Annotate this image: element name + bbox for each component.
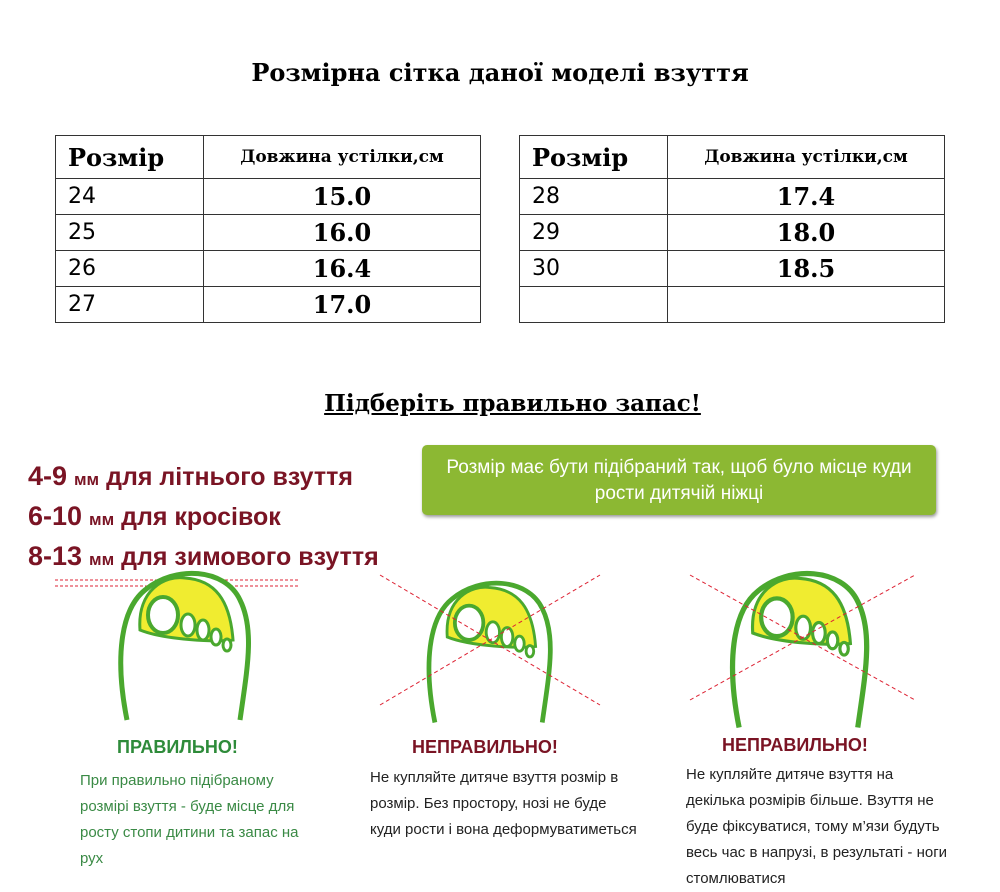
tight-description: Не купляйте дитяче взуття розмір в розмір. Без простору, нозі не буде куди рости і вона деформуватиметься <box>370 769 637 838</box>
table-row <box>520 215 945 251</box>
loose-fit-foot-icon <box>733 574 867 728</box>
size-cell: 27 <box>56 287 204 323</box>
header-length: Довжина устілки,см <box>204 136 481 179</box>
size-table-right <box>519 135 945 323</box>
wrong-label: НЕПРАВИЛЬНО! <box>722 735 868 755</box>
size-cell: 30 <box>520 251 668 287</box>
allowance-unit: мм <box>89 550 115 569</box>
allowance-item <box>28 498 379 538</box>
table-row <box>56 179 481 215</box>
tip-box: Розмір має бути підібраний так, щоб було місце куди рости дитячій ніжці <box>422 445 936 515</box>
table-row <box>56 215 481 251</box>
correct-description: При правильно підібраному розмірі взуття - буде місце для росту стопи дитини та запас на рух <box>80 772 299 867</box>
size-cell <box>520 287 668 323</box>
correct-fit-foot-icon <box>121 573 249 720</box>
length-cell: 17.0 <box>204 287 481 323</box>
length-cell: 18.0 <box>668 215 945 251</box>
length-cell: 16.4 <box>204 251 481 287</box>
size-cell: 26 <box>56 251 204 287</box>
allowance-item <box>28 458 379 498</box>
allowance-unit: мм <box>73 470 100 489</box>
size-cell: 28 <box>520 179 668 215</box>
allowance-range: 4-9 <box>28 461 68 491</box>
table-row <box>520 179 945 215</box>
length-cell: 16.0 <box>204 215 481 251</box>
length-cell: 18.5 <box>668 251 945 287</box>
allowance-range: 6-10 <box>28 501 83 531</box>
loose-description: Не купляйте дитяче взуття на декілька розмірів більше. Взуття не буде фіксуватися, тому м’язи будуть весь час в напрузі, в результаті - ноги стомлюватися <box>686 766 948 887</box>
length-cell: 15.0 <box>204 179 481 215</box>
length-cell: 17.4 <box>668 179 945 215</box>
table-row <box>56 251 481 287</box>
allowance-text: для літнього взуття <box>106 463 353 491</box>
header-size: Розмір <box>56 136 204 179</box>
allowance-unit: мм <box>89 510 115 529</box>
size-cell: 25 <box>56 215 204 251</box>
allowance-range: 8-13 <box>28 541 83 571</box>
page-title: Розмірна сітка даної моделі взуття <box>251 58 749 87</box>
size-cell: 24 <box>56 179 204 215</box>
wrong-label: НЕПРАВИЛЬНО! <box>412 737 558 757</box>
size-table-left <box>55 135 481 323</box>
allowance-text: для кросівок <box>121 503 281 531</box>
table-row <box>56 287 481 323</box>
header-length: Довжина устілки,см <box>668 136 945 179</box>
subtitle: Підберіть правильно запас! <box>324 390 701 417</box>
length-cell <box>668 287 945 323</box>
allowance-text: для зимового взуття <box>121 543 379 571</box>
correct-label: ПРАВИЛЬНО! <box>117 737 238 757</box>
size-cell: 29 <box>520 215 668 251</box>
table-row <box>520 251 945 287</box>
tight-fit-foot-icon <box>429 583 550 722</box>
header-size: Розмір <box>520 136 668 179</box>
table-row <box>520 287 945 323</box>
foot-illustrations <box>0 570 1000 730</box>
allowance-list <box>28 458 379 578</box>
